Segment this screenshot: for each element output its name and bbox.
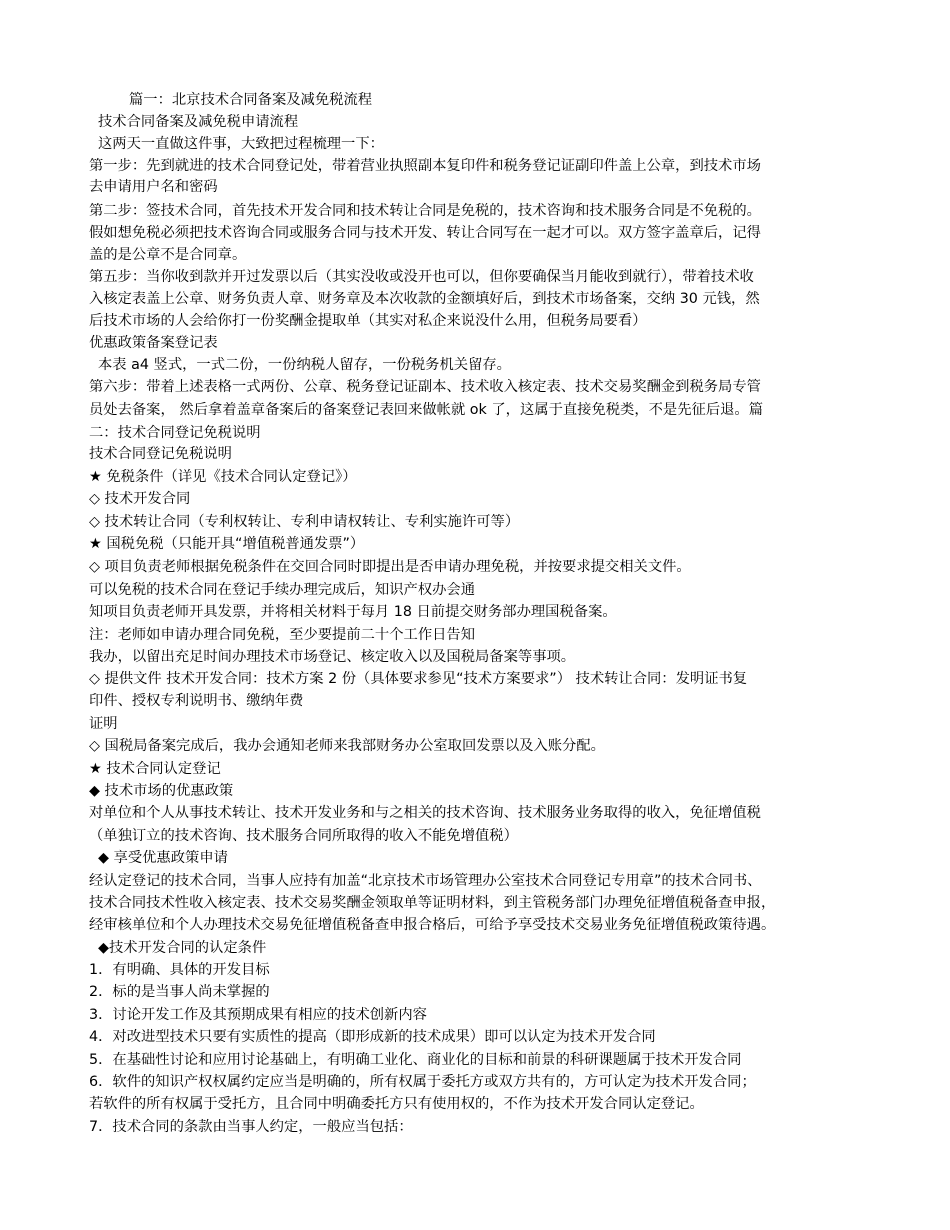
section-heading: 优惠政策备案登记表: [89, 335, 218, 351]
star-bullet-item: ★ 技术合同认定登记: [89, 761, 221, 777]
paragraph-line: 第一步：先到就进的技术合同登记处，带着营业执照副本复印件和税务登记证副印件盖上公章，到技术市场: [89, 158, 761, 174]
paragraph-line: 二：技术合同登记免税说明: [89, 425, 261, 441]
numbered-item: 5．在基础性讨论和应用讨论基础上，有明确工业化、商业化的目标和前景的科研课题属于技术开发合同: [89, 1052, 742, 1068]
paragraph-line: 这两天一直做这件事，大致把过程梳理一下：: [98, 136, 384, 152]
paragraph-line: 后技术市场的人会给你打一份奖酬金提取单（其实对私企来说没什么用，但税务局要看）: [89, 313, 647, 329]
numbered-item: 3．讨论开发工作及其预期成果有相应的技术创新内容: [89, 1007, 427, 1023]
paragraph-line: 盖的是公章不是合同章。: [89, 247, 247, 263]
star-bullet-item: ★ 免税条件（详见《技术合同认定登记》）: [89, 469, 357, 485]
star-bullet-item: ★ 国税免税（只能开具“增值税普通发票”）: [89, 536, 365, 552]
paragraph-line: 去申请用户名和密码: [89, 179, 218, 195]
numbered-item: 2．标的是当事人尚未掌握的: [89, 984, 270, 1000]
filled-diamond-item: ◆技术开发合同的认定条件: [98, 940, 267, 956]
paragraph-line: 第二步：签技术合同，首先技术开发合同和技术转让合同是免税的，技术咨询和技术服务合同是不免税的。: [89, 203, 761, 219]
paragraph-line: （单独订立的技术咨询、技术服务合同所取得的收入不能免增值税）: [89, 828, 518, 844]
paragraph-line: 员处去备案， 然后拿着盖章备案后的备案登记表回来做帐就 ok 了，这属于直接免税类，不是先征后退。篇: [89, 402, 764, 418]
paragraph-line: 第五步：当你收到款并开过发票以后（其实没收或没开也可以，但你要确保当月能收到就行），带着技术收: [89, 269, 754, 285]
paragraph-line: 可以免税的技术合同在登记手续办理完成后，知识产权办会通: [89, 582, 476, 598]
diamond-bullet-item: ◇ 技术转让合同（专利权转让、专利申请权转让、专利实施许可等）: [89, 514, 520, 530]
numbered-item: 4．对改进型技术只要有实质性的提高（即形成新的技术成果）即可以认定为技术开发合同: [89, 1029, 656, 1045]
paragraph-line: 若软件的所有权属于受托方，且合同中明确委托方只有使用权的，不作为技术开发合同认定登记。: [89, 1096, 704, 1112]
filled-diamond-item: ◆ 享受优惠政策申请: [98, 850, 228, 866]
paragraph-line: 经认定登记的技术合同，当事人应持有加盖“北京技术市场管理办公室技术合同登记专用章”的技术合同书、: [89, 873, 762, 889]
note-line: 注：老师如申请办理合同免税，至少要提前二十个工作日告知: [89, 627, 476, 643]
filled-diamond-item: ◆ 技术市场的优惠政策: [89, 783, 234, 799]
paragraph-line: 本表 a4 竖式，一式二份，一份纳税人留存，一份税务机关留存。: [98, 357, 511, 373]
paragraph-line: 对单位和个人从事技术转让、技术开发业务和与之相关的技术咨询、技术服务业务取得的收入，免征增值税: [89, 805, 761, 821]
paragraph-line: 第六步：带着上述表格一式两份、公章、税务登记证副本、技术收入核定表、技术交易奖酬金到税务局专管: [89, 379, 761, 395]
diamond-bullet-item: ◇ 项目负责老师根据免税条件在交回合同时即提出是否申请办理免税，并按要求提交相关文件。: [89, 559, 691, 575]
paragraph-line: 经审核单位和个人办理技术交易免征增值税备查申报合格后，可给予享受技术交易业务免征增值税政策待遇。: [89, 917, 776, 933]
section-heading: 技术合同登记免税说明: [89, 446, 232, 462]
paragraph-line: 假如想免税必须把技术咨询合同或服务合同与技术开发、转让合同写在一起才可以。双方签字盖章后，记得: [89, 225, 761, 241]
numbered-item: 7．技术合同的条款由当事人约定，一般应当包括：: [89, 1119, 413, 1135]
section-heading: 技术合同备案及减免税申请流程: [98, 114, 299, 130]
numbered-item: 6．软件的知识产权权属约定应当是明确的，所有权属于委托方或双方共有的，方可认定为技术开发合同；: [89, 1074, 756, 1090]
numbered-item: 1．有明确、具体的开发目标: [89, 962, 270, 978]
paragraph-line: 技术合同技术性收入核定表、技术交易奖酬金领取单等证明材料，到主管税务部门办理免征增值税备查申报，: [89, 895, 776, 911]
note-line: 我办，以留出充足时间办理技术市场登记、核定收入以及国税局备案等事项。: [89, 649, 576, 665]
diamond-bullet-item: ◇ 提供文件 技术开发合同：技术方案 2 份（具体要求参见“技术方案要求”） 技术转让合同：发明证书复: [89, 671, 748, 687]
diamond-bullet-item: ◇ 技术开发合同: [89, 491, 191, 507]
diamond-bullet-item: ◇ 国税局备案完成后，我办会通知老师来我部财务办公室取回发票以及入账分配。: [89, 738, 605, 754]
paragraph-line: 印件、授权专利说明书、缴纳年费: [89, 693, 304, 709]
doc-title: 篇一：北京技术合同备案及减免税流程: [129, 92, 373, 108]
paragraph-line: 知项目负责老师开具发票，并将相关材料于每月 18 日前提交财务部办理国税备案。: [89, 604, 617, 620]
paragraph-line: 入核定表盖上公章、财务负责人章、财务章及本次收款的金额填好后，到技术市场备案，交纳 30 元钱，然: [89, 291, 760, 307]
paragraph-line: 证明: [89, 716, 118, 732]
